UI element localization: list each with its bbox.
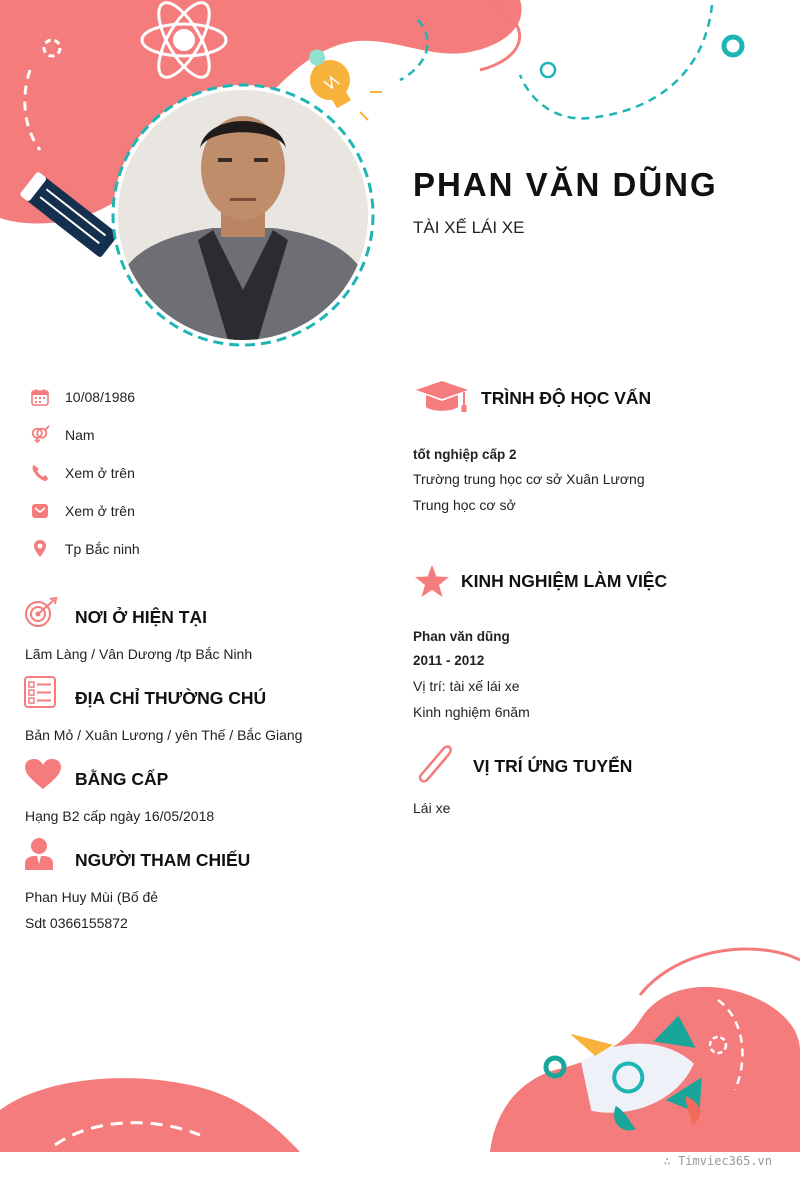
bottom-decoration: [0, 940, 800, 1152]
reference-line: Sdt 0366155872: [25, 915, 128, 931]
contact-value: Nam: [65, 427, 95, 443]
contact-gender: [30, 424, 360, 446]
location-icon: [30, 539, 50, 559]
section-title-experience: KINH NGHIỆM LÀM VIỆC: [461, 571, 668, 591]
experience-line: Kinh nghiệm 6năm: [413, 704, 530, 720]
certificate-line: Hạng B2 cấp ngày 16/05/2018: [25, 808, 215, 824]
position-line: Lái xe: [413, 800, 451, 816]
heart-icon: [24, 758, 62, 790]
permanent-address-line: Bản Mỏ / Xuân Lương / yên Thế / Bắc Giang: [25, 727, 303, 743]
paperclip-icon: [415, 744, 459, 786]
target-icon: [24, 597, 58, 629]
contact-email: [30, 500, 360, 522]
footer-watermark: ∴ Timviec365.vn: [663, 1154, 772, 1168]
candidate-name: PHAN VĂN DŨNG: [413, 166, 718, 203]
experience-company: Phan văn dũng: [413, 629, 510, 644]
contact-value: 10/08/1986: [65, 389, 136, 405]
contact-value: Tp Bắc ninh: [65, 541, 140, 557]
section-title-position: VỊ TRÍ ỨNG TUYỂN: [473, 756, 633, 776]
contact-birthdate: [30, 386, 360, 408]
section-title-permanent-address: ĐỊA CHỈ THƯỜNG CHÚ: [75, 688, 267, 708]
contact-location: [30, 538, 360, 560]
checklist-icon: [24, 676, 56, 708]
experience-line: Vị trí: tài xế lái xe: [413, 678, 520, 694]
gender-icon: [30, 425, 50, 445]
avatar-frame: [110, 82, 376, 348]
calendar-icon: [30, 387, 50, 407]
experience-period: 2011 - 2012: [413, 653, 485, 668]
section-title-certificates: BẰNG CẤP: [75, 769, 169, 789]
graduation-cap-icon: [414, 380, 470, 414]
avatar: [118, 90, 368, 340]
reference-line: Phan Huy Mùi (Bố đẻ: [25, 889, 159, 905]
contact-phone: [30, 462, 360, 484]
education-line: Trung học cơ sở: [413, 497, 516, 513]
education-heading: tốt nghiệp cấp 2: [413, 447, 517, 462]
education-line: Trường trung học cơ sở Xuân Lương: [413, 471, 645, 487]
job-title: TÀI XẾ LÁI XE: [413, 218, 525, 237]
current-address-line: Lãm Làng / Vân Dương /tp Bắc Ninh: [25, 646, 253, 662]
section-title-education: TRÌNH ĐỘ HỌC VẤN: [481, 388, 652, 408]
bottom-left-blob: [0, 1078, 300, 1152]
person-icon: [24, 837, 54, 871]
section-title-current-address: NƠI Ở HIỆN TẠI: [75, 607, 207, 627]
phone-icon: [30, 463, 50, 483]
contact-value: Xem ở trên: [65, 503, 135, 519]
mail-icon: [30, 501, 50, 521]
section-title-references: NGƯỜI THAM CHIẾU: [75, 850, 251, 870]
contact-value: Xem ở trên: [65, 465, 135, 481]
star-icon: [414, 564, 450, 598]
